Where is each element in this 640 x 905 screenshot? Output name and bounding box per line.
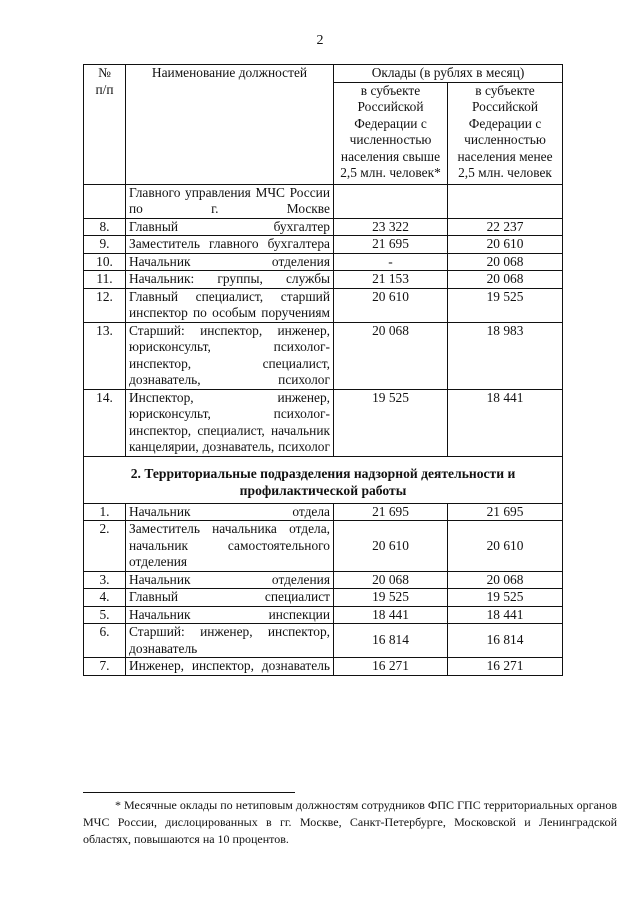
- row-over: 16 271: [334, 658, 448, 676]
- row-over: 23 322: [334, 218, 448, 236]
- table-row: [84, 571, 563, 589]
- row-num: 12.: [84, 288, 126, 322]
- row-under: 20 068: [448, 253, 563, 271]
- row-over: 16 814: [334, 624, 448, 658]
- header-position-name: Наименование должностей: [126, 65, 334, 185]
- row-over: 20 068: [334, 571, 448, 589]
- row-under: 20 610: [448, 521, 563, 572]
- row-name: Главный специалист, старший инспектор по особым поручениям: [126, 288, 334, 322]
- table-row: [84, 236, 563, 254]
- header-over-2-5-million: в субъекте Российской Федерации с численностью населения свыше 2,5 млн. человек*: [334, 82, 448, 184]
- row-name: Главного управления МЧС России по г. Москве: [126, 184, 334, 218]
- row-name: Заместитель главного бухгалтера: [126, 236, 334, 254]
- section-2-row: [84, 456, 563, 503]
- row-over: -: [334, 253, 448, 271]
- table-header-row: [84, 65, 563, 83]
- row-under: 20 068: [448, 271, 563, 289]
- row-num: 7.: [84, 658, 126, 676]
- row-over: 19 525: [334, 589, 448, 607]
- row-name: Старший: инженер, инспектор, дознаватель: [126, 624, 334, 658]
- header-salary: Оклады (в рублях в месяц): [334, 65, 563, 83]
- row-under: 16 814: [448, 624, 563, 658]
- row-over: 21 695: [334, 503, 448, 521]
- row-name: Начальник отделения: [126, 571, 334, 589]
- table-row: [84, 218, 563, 236]
- row-name: Старший: инспектор, инженер, юрисконсульт, психолог-инспектор, специалист, дознаватель, психолог: [126, 322, 334, 389]
- row-under: 16 271: [448, 658, 563, 676]
- row-over: 20 068: [334, 322, 448, 389]
- part1-rows: [84, 218, 563, 456]
- table-row: [84, 606, 563, 624]
- table-row: [84, 658, 563, 676]
- row-under: [448, 184, 563, 218]
- table-row: [84, 322, 563, 389]
- row-under: 20 068: [448, 571, 563, 589]
- row-num: 8.: [84, 218, 126, 236]
- table-row: [84, 624, 563, 658]
- row-name: Начальник инспекции: [126, 606, 334, 624]
- row-under: 18 441: [448, 389, 563, 456]
- row-over: 20 610: [334, 521, 448, 572]
- row-num: 4.: [84, 589, 126, 607]
- row-num: 13.: [84, 322, 126, 389]
- part2-rows: [84, 503, 563, 675]
- row-over: 20 610: [334, 288, 448, 322]
- row-num: 14.: [84, 389, 126, 456]
- table-row: [84, 288, 563, 322]
- row-under: 18 441: [448, 606, 563, 624]
- row-num: 9.: [84, 236, 126, 254]
- row-name: Заместитель начальника отдела, начальник самостоятельного отделения: [126, 521, 334, 572]
- section-2-title: 2. Территориальные подразделения надзорной деятельности и профилактической работы: [84, 456, 563, 503]
- row-num: 11.: [84, 271, 126, 289]
- table-row: [84, 253, 563, 271]
- salary-table: [83, 64, 563, 676]
- row-name: Начальник отделения: [126, 253, 334, 271]
- footnote-divider: [83, 792, 295, 793]
- row-num: 2.: [84, 521, 126, 572]
- row-num: [84, 184, 126, 218]
- row-num: 1.: [84, 503, 126, 521]
- row-over: 18 441: [334, 606, 448, 624]
- row-over: 19 525: [334, 389, 448, 456]
- row-over: [334, 184, 448, 218]
- row-name: Инспектор, инженер, юрисконсульт, психолог-инспектор, специалист, начальник канцелярии, дознаватель, психолог: [126, 389, 334, 456]
- table-row: [84, 503, 563, 521]
- row-num: 6.: [84, 624, 126, 658]
- page-number: 2: [316, 33, 324, 48]
- row-under: 20 610: [448, 236, 563, 254]
- table-row: [84, 589, 563, 607]
- row-under: 19 525: [448, 288, 563, 322]
- row-name: Главный бухгалтер: [126, 218, 334, 236]
- header-under-2-5-million: в субъекте Российской Федерации с численностью населения менее 2,5 млн. человек: [448, 82, 563, 184]
- row-over: 21 153: [334, 271, 448, 289]
- footnote: * Месячные оклады по нетиповым должностям сотрудников ФПС ГПС территориальных органов МЧС России, дислоцированных в гг. Москве, Санкт-Петербурге, Московской и Ленинградской областях, повышаются на 10 процентов.: [83, 798, 617, 846]
- row-name: Начальник отдела: [126, 503, 334, 521]
- table-row: [84, 389, 563, 456]
- row-under: 21 695: [448, 503, 563, 521]
- row-num: 3.: [84, 571, 126, 589]
- table-row: [84, 521, 563, 572]
- row-under: 18 983: [448, 322, 563, 389]
- table-row: [84, 271, 563, 289]
- row-over: 21 695: [334, 236, 448, 254]
- row-name: Главный специалист: [126, 589, 334, 607]
- header-num: № п/п: [84, 65, 126, 185]
- continuation-row: [84, 184, 563, 218]
- row-name: Начальник: группы, службы: [126, 271, 334, 289]
- row-under: 22 237: [448, 218, 563, 236]
- row-num: 10.: [84, 253, 126, 271]
- row-name: Инженер, инспектор, дознаватель: [126, 658, 334, 676]
- row-under: 19 525: [448, 589, 563, 607]
- row-num: 5.: [84, 606, 126, 624]
